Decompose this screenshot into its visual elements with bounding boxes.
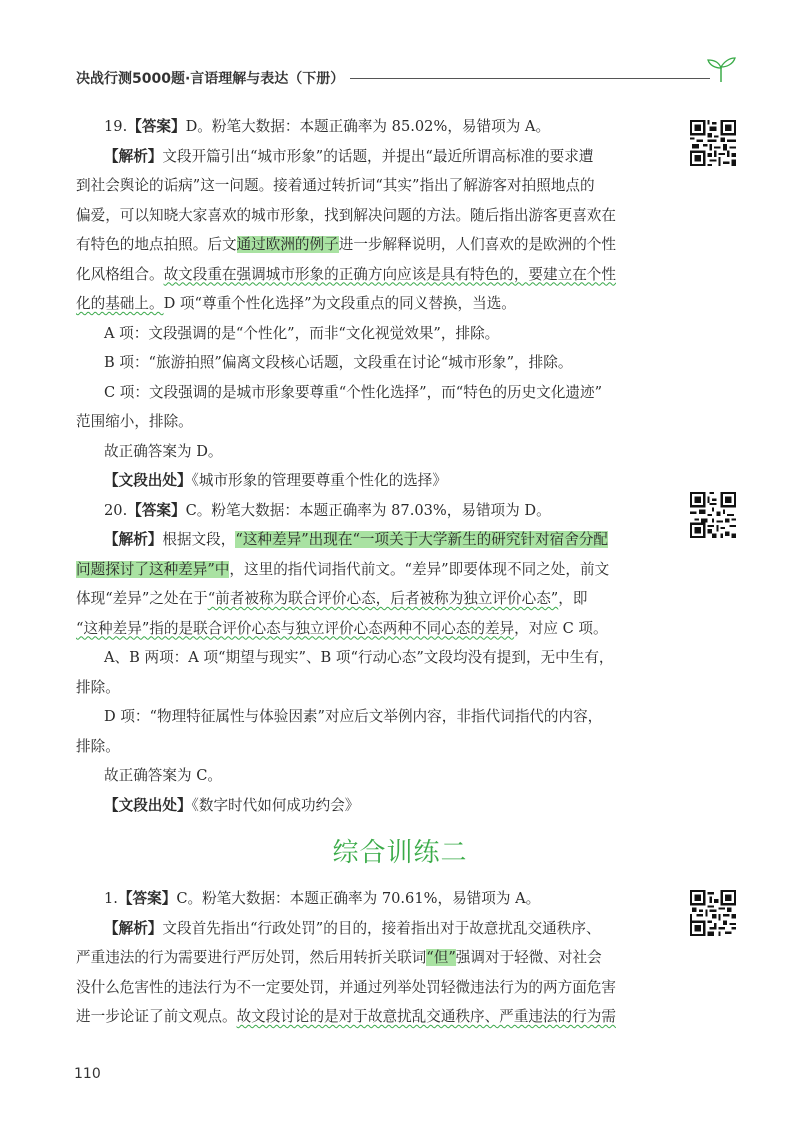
q1-analysis-line: 没什么危害性的违法行为不一定要处罚，并通过列举处罚轻微违法行为的两方面危害 bbox=[76, 978, 616, 996]
q19-analysis-line: 到社会舆论的诟病”这一问题。接着通过转折词“其实”指出了解游客对拍照地点的 bbox=[76, 177, 595, 194]
q20-analysis-line: 问题探讨了这种差异”中，这里的指代词指代前文。“差异”即要体现不同之处，前文 bbox=[76, 560, 610, 578]
q19-option-c: C 项：文段强调的是城市形象要尊重“个性化选择”，而“特色的历史文化遗迹” bbox=[104, 383, 603, 401]
q19-analysis-line: 化风格组合。故文段重在强调城市形象的正确方向应该是具有特色的，要建立在个性 bbox=[76, 265, 616, 283]
key-sentence-underline: 故文段重在强调城市形象的正确方向应该是具有特色的，要建立在个性 bbox=[163, 265, 616, 283]
answer-explanations bbox=[76, 112, 662, 820]
highlight-text: 问题探讨了这种差异”中 bbox=[76, 560, 230, 578]
q19-analysis-line: 有特色的地点拍照。后文通过欧洲的例子进一步解释说明，人们喜欢的是欧洲的个性 bbox=[76, 236, 617, 253]
highlight-text: “这种差异”出现在“一项关于大学新生的研究针对宿舍分配 bbox=[235, 531, 609, 548]
q20-answer-line: 20.【答案】C。粉笔大数据：本题正确率为 87.03%，易错项为 D。 bbox=[104, 501, 551, 519]
q19-answer-line: 19.【答案】D。粉笔大数据：本题正确率为 85.02%，易错项为 A。 bbox=[104, 118, 551, 135]
qr-code-icon[interactable] bbox=[690, 120, 736, 166]
q20-analysis-line: “这种差异”指的是联合评价心态与独立评价心态两种不同心态的差异，对应 C 项。 bbox=[76, 619, 608, 637]
q1-analysis-line: 进一步论证了前文观点。故文段讨论的是对于故意扰乱交通秩序、严重违法的行为需 bbox=[76, 1008, 616, 1025]
q19-analysis-line: 化的基础上。D 项“尊重个性化选择”为文段重点的同义替换，当选。 bbox=[76, 295, 516, 312]
key-sentence-underline: “前者被称为联合评价心态，后者被称为独立评价心态” bbox=[207, 590, 559, 607]
q19-option-c-cont: 范围缩小，排除。 bbox=[76, 413, 193, 430]
q20-option-ab: A、B 两项：A 项“期望与现实”、B 项“行动心态”文段均没有提到，无中生有， bbox=[104, 649, 614, 666]
answer-explanations-section2 bbox=[76, 884, 662, 1032]
qr-code-icon[interactable] bbox=[690, 492, 736, 538]
key-sentence-underline: “这种差异”指的是联合评价心态与独立评价心态两种不同心态的差异 bbox=[76, 619, 515, 637]
q20-option-d: D 项：“物理特征属性与体验因素”对应后文举例内容，非指代词指代的内容， bbox=[104, 708, 603, 725]
q19-option-a: A 项：文段强调的是“个性化”，而非“文化视觉效果”，排除。 bbox=[104, 324, 500, 342]
key-sentence-underline: 化的基础上。 bbox=[76, 295, 164, 312]
q19-conclusion: 故正确答案为 D。 bbox=[104, 442, 223, 460]
running-header bbox=[76, 62, 736, 92]
q1-analysis: 【解析】文段首先指出“行政处罚”的目的，接着指出对于故意扰乱交通秩序、 bbox=[104, 919, 601, 937]
q19-analysis-line: 偏爱，可以知晓大家喜欢的城市形象，找到解决问题的方法。随后指出游客更喜欢在 bbox=[76, 206, 616, 224]
page-number: 110 bbox=[74, 1066, 101, 1082]
sprout-icon bbox=[706, 56, 736, 82]
highlight-text: 通过欧洲的例子 bbox=[236, 236, 339, 253]
q19-option-b: B 项：“旅游拍照”偏离文段核心话题，文段重在讨论“城市形象”，排除。 bbox=[104, 354, 573, 371]
key-sentence-underline: 故文段讨论的是对于故意扰乱交通秩序、严重违法的行为需 bbox=[236, 1008, 616, 1025]
q20-option-d-cont: 排除。 bbox=[76, 737, 120, 755]
q20-option-ab-cont: 排除。 bbox=[76, 678, 120, 696]
header-rule bbox=[336, 78, 710, 79]
q1-analysis-line: 严重违法的行为需要进行严厉处罚，然后用转折关联词“但”强调对于轻微、对社会 bbox=[76, 949, 602, 966]
qr-code-icon[interactable] bbox=[690, 890, 736, 936]
q19-source: 【文段出处】《城市形象的管理要尊重个性化的选择》 bbox=[104, 472, 447, 489]
section-title: 综合训练二 bbox=[332, 838, 468, 868]
q19-analysis: 【解析】文段开篇引出“城市形象”的话题，并提出“最近所谓高标准的要求遭 bbox=[104, 147, 594, 165]
q20-source: 【文段出处】《数字时代如何成功约会》 bbox=[104, 796, 360, 814]
q20-analysis-line: 体现“差异”之处在于“前者被称为联合评价心态，后者被称为独立评价心态”，即 bbox=[76, 590, 588, 607]
highlight-text: “但” bbox=[426, 949, 456, 966]
q20-conclusion: 故正确答案为 C。 bbox=[104, 767, 222, 784]
q1-answer-line: 1.【答案】C。粉笔大数据：本题正确率为 70.61%，易错项为 A。 bbox=[104, 890, 541, 907]
book-title: 决战行测5000题·言语理解与表达（下册） bbox=[76, 68, 350, 88]
q20-analysis: 【解析】根据文段，“这种差异”出现在“一项关于大学新生的研究针对宿舍分配 bbox=[104, 531, 609, 548]
